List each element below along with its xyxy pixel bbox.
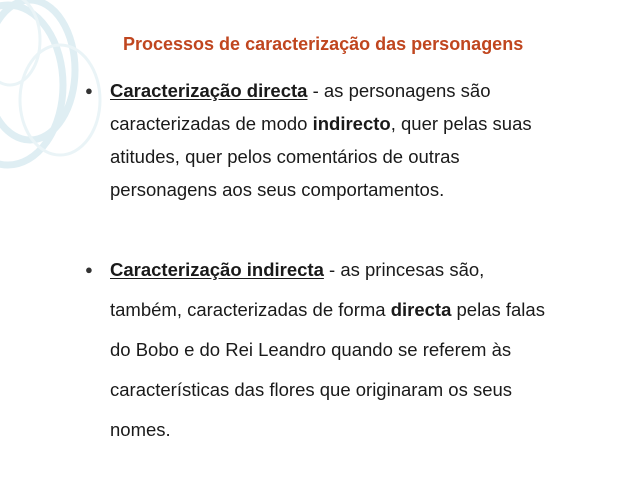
line-text: pelas falas <box>451 299 545 320</box>
line-text: nomes. <box>110 419 171 440</box>
bullet-dot-icon: ● <box>85 83 93 98</box>
line-text: atitudes, quer pelos comentários de outras <box>110 146 460 167</box>
line-text: , quer pelas suas <box>390 113 532 134</box>
bullet-line-3 <box>85 146 630 179</box>
term-directa: Caracterização directa <box>110 80 308 101</box>
term-indirecta: Caracterização indirecta <box>110 259 324 280</box>
bullet-line-5 <box>85 419 630 459</box>
line-text: características das flores que originaram os seus <box>110 379 513 400</box>
bullet-line-4 <box>85 179 630 212</box>
bullet-line-2 <box>85 113 630 146</box>
line-text: caracterizadas de modo <box>110 113 313 134</box>
emphasis-directa: directa <box>390 299 452 320</box>
line-text: também, caracterizadas de forma <box>110 299 391 320</box>
line-text: - as personagens são <box>307 80 491 101</box>
line-text: do Bobo e do Rei Leandro quando se referem às <box>110 339 512 360</box>
bullet-item-directa <box>85 80 630 212</box>
bullet-line-3 <box>85 339 630 379</box>
line-text: personagens aos seus comportamentos. <box>110 179 445 200</box>
emphasis-indirecto: indirecto <box>312 113 391 134</box>
bullet-item-indirecta <box>85 259 630 459</box>
bullet-line-1 <box>85 259 630 299</box>
line-text: - as princesas são, <box>323 259 485 280</box>
bullet-dot-icon: ● <box>85 262 93 277</box>
slide-title: Processos de caracterização das personagens <box>123 34 524 54</box>
bullet-line-2 <box>85 299 630 339</box>
bullet-line-4 <box>85 379 630 419</box>
bullet-line-1 <box>85 80 630 113</box>
